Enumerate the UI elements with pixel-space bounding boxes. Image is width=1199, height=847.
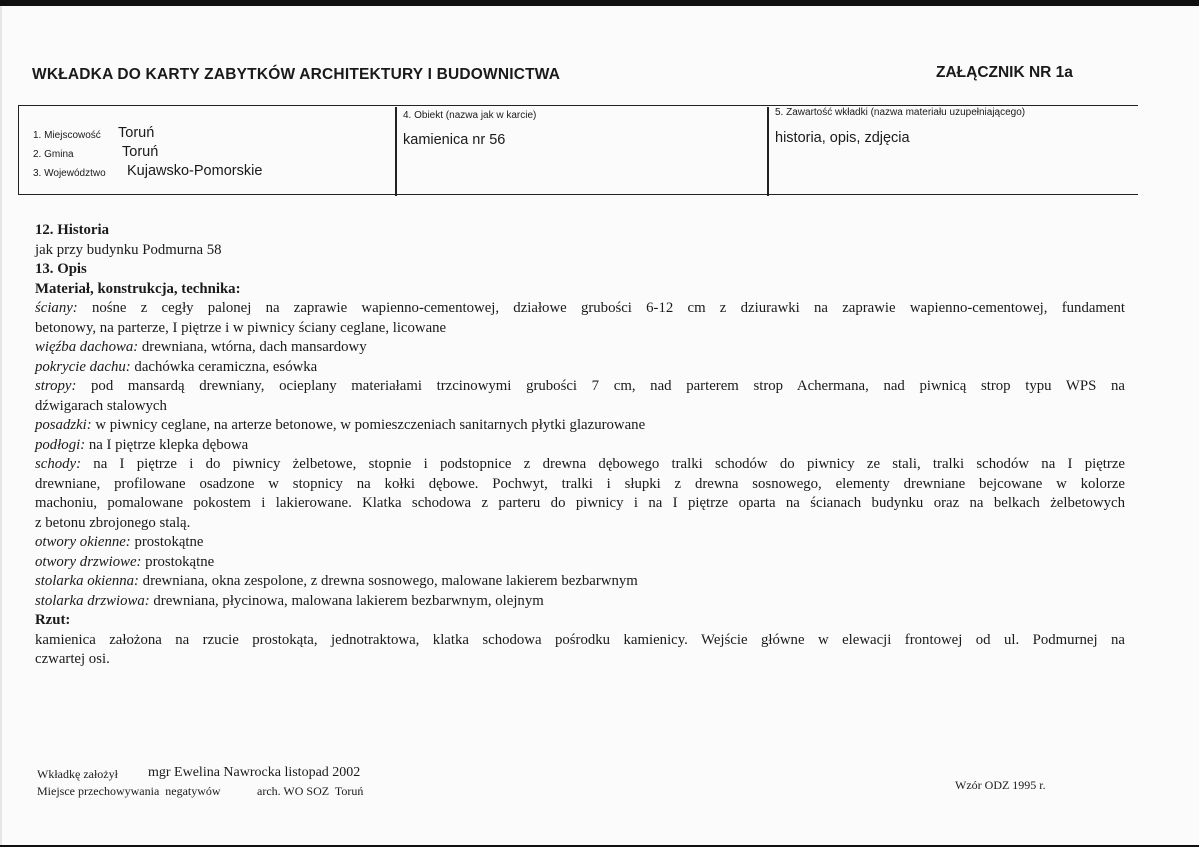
created-label: Wkładkę założył	[37, 767, 118, 781]
voivodeship-value: Kujawsko-Pomorskie	[127, 163, 263, 179]
term: stolarka drzwiowa:	[35, 592, 150, 609]
template-version: Wzór ODZ 1995 r.	[955, 778, 1046, 792]
term: schody:	[35, 456, 82, 472]
item-floorboards: podłogi: na I piętrze klepka dębowa	[35, 436, 249, 453]
document-title: WKŁADKA DO KARTY ZABYTKÓW ARCHITEKTURY I BUDOWNICTWA	[32, 66, 561, 83]
history-heading: 12. Historia	[35, 222, 109, 238]
content-label: 5. Zawartość wkładki (nazwa materiału uzupełniającego)	[775, 107, 1026, 118]
table-divider	[767, 107, 769, 196]
item-roof-truss: więźba dachowa: drewniana, wtórna, dach mansardowy	[35, 339, 367, 355]
description-heading: 13. Opis	[35, 261, 87, 277]
header-table	[18, 105, 1138, 195]
item-ceilings: stropy: pod mansardą drewniany, ocieplany materiałami trzcinowymi grubości 7 cm, nad parterem strop Achermana, nad piwnicą strop typu WPS na dźwigarach stalowych	[35, 378, 1125, 414]
created-value: mgr Ewelina Nawrocka listopad 2002	[148, 765, 361, 780]
document-body	[35, 221, 1125, 670]
material-heading: Materiał, konstrukcja, technika:	[35, 280, 241, 297]
content-value: historia, opis, zdjęcia	[775, 130, 910, 146]
plan-text: kamienica założona na rzucie prostokąta, jednotraktowa, klatka schodowa pośrodku kamienicy. Wejście główne w elewacji frontowej od ul. Podmurnej na	[35, 631, 1125, 648]
term: ściany:	[35, 300, 78, 316]
plan-heading: Rzut:	[35, 612, 71, 628]
term: więźba dachowa:	[35, 339, 139, 355]
item-walls: ściany: nośne z cegły palonej na zaprawie wapienno-cementowej, działowe grubości 6-12 cm z dziurawki na zaprawie wapienno-cementowej, fundament betonowy, na parterze, I piętrze i w piwnicy ściany ceglane, licowane	[35, 300, 1125, 336]
object-value: kamienica nr 56	[403, 132, 506, 148]
attachment-number: ZAŁĄCZNIK NR 1a	[936, 64, 1073, 81]
voivodeship-label: 3. Województwo	[33, 168, 106, 179]
term: posadzki:	[35, 417, 92, 433]
plan-text-cont: czwartej osi.	[35, 651, 110, 667]
item-door-joinery: stolarka drzwiowa: drewniana, płycinowa, malowana lakierem bezbarwnym, olejnym	[35, 592, 544, 609]
item-roofing: pokrycie dachu: dachówka ceramiczna, esówka	[35, 358, 318, 375]
storage-value: arch. WO SOZ Toruń	[257, 784, 364, 798]
term: stropy:	[35, 378, 77, 394]
item-window-openings: otwory okienne: prostokątne	[35, 534, 204, 550]
term: otwory drzwiowe:	[35, 553, 142, 570]
locality-label: 1. Miejscowość	[33, 130, 101, 141]
item-window-joinery: stolarka okienna: drewniana, okna zespolone, z drewna sosnowego, malowane lakierem bezbarwnym	[35, 573, 638, 589]
table-divider	[395, 107, 397, 196]
object-label: 4. Obiekt (nazwa jak w karcie)	[403, 110, 537, 121]
history-text: jak przy budynku Podmurna 58	[35, 241, 222, 258]
term: pokrycie dachu:	[35, 358, 131, 375]
term: podłogi:	[35, 436, 86, 453]
storage-label: Miejsce przechowywania negatywów	[37, 784, 221, 798]
term: stolarka okienna:	[35, 573, 139, 589]
commune-value: Toruń	[122, 144, 159, 160]
item-floors: posadzki: w piwnicy ceglane, na arterze betonowe, w pomieszczeniach sanitarnych płytki glazurowane	[35, 417, 646, 433]
item-stairs: schody: na I piętrze i do piwnicy żelbetowe, stopnie i podstopnice z drewna dębowego tralki schodów do piwnicy ze stali, tralki schodów na I piętrze drewniane, profilowane osadzone w stopnicy na kołki dębowe. Pochwyt, tralki i słupki z drewna sosnowego, elementy drewniane bejcowane w kolorze machoniu, pomalowane pokostem i lakierowane. Klatka schodowa z parteru do piwnicy i na I piętrze oparta na ścianach budynku oraz na belkach żelbetowych z betonu zbrojonego stalą.	[35, 456, 1125, 531]
commune-label: 2. Gmina	[33, 149, 74, 160]
locality-value: Toruń	[118, 125, 155, 141]
term: otwory okienne:	[35, 534, 131, 550]
document-sheet	[0, 6, 1199, 845]
item-door-openings: otwory drzwiowe: prostokątne	[35, 553, 215, 570]
